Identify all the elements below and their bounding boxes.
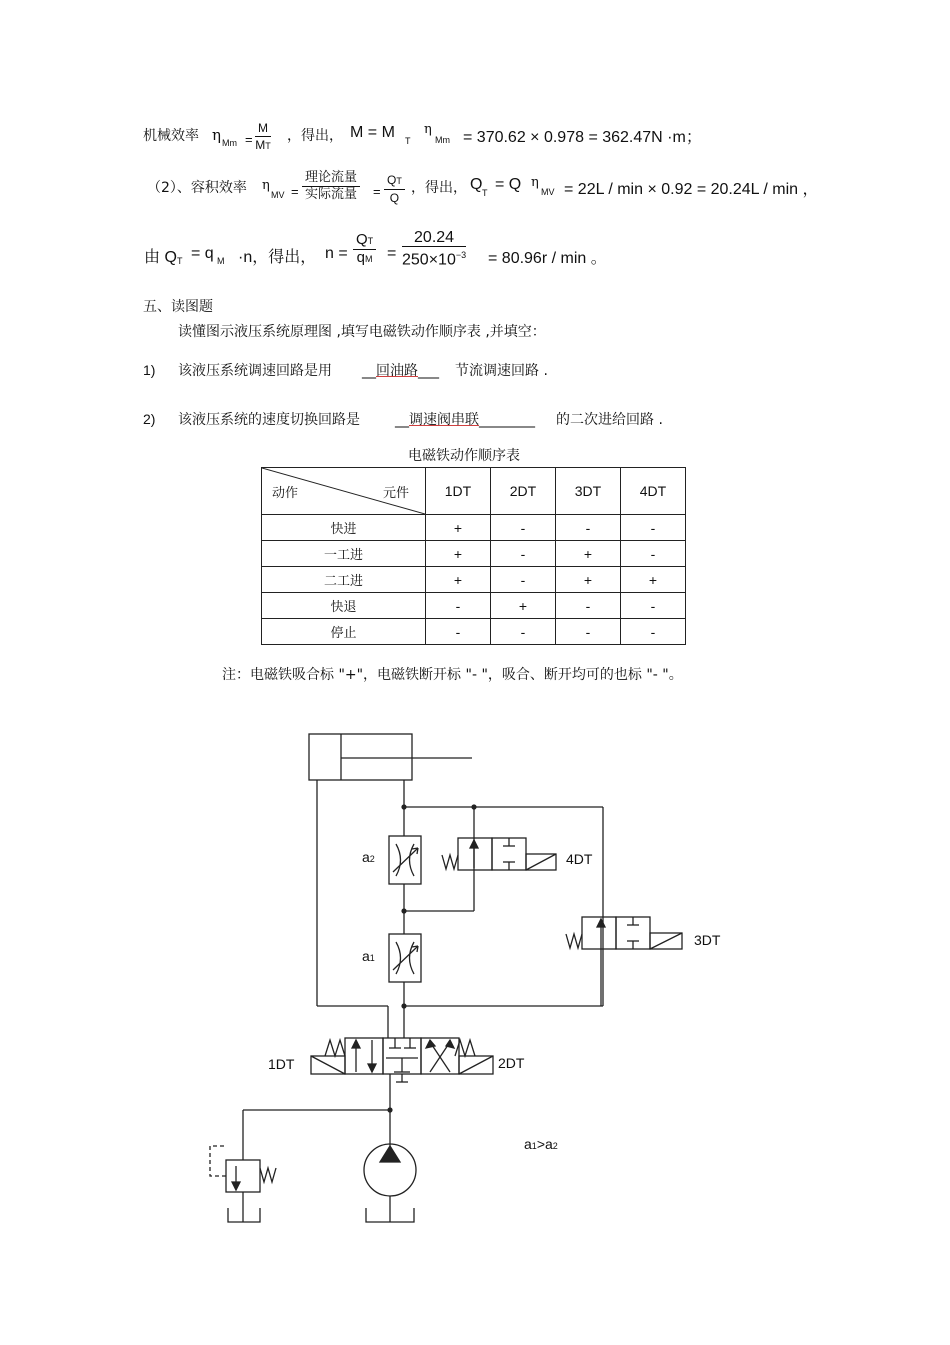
- eta-symbol: η: [212, 126, 221, 144]
- throttle-valve-a1: [389, 934, 421, 982]
- row-action: 二工进: [262, 567, 426, 593]
- speed-value: = 80.96r / min 。: [488, 250, 607, 267]
- eta-subscript: Mm: [222, 138, 237, 148]
- table-cell: -: [556, 515, 621, 541]
- label-3dt: 3DT: [694, 932, 721, 948]
- row-action: 快进: [262, 515, 426, 541]
- row-action: 快退: [262, 593, 426, 619]
- vol-efficiency-label: （2）、容积效率: [147, 180, 247, 196]
- table-cell: -: [426, 593, 491, 619]
- table-cell: +: [426, 515, 491, 541]
- derive-text: ，得出，: [287, 128, 343, 144]
- answer-2: 调速阀串联: [409, 412, 479, 428]
- table-cell: +: [556, 541, 621, 567]
- mech-efficiency-value: = 370.62 × 0.978 = 362.47N ·m；: [463, 129, 702, 146]
- table-cell: +: [621, 567, 686, 593]
- label-1dt: 1DT: [268, 1056, 295, 1072]
- label-4dt: 4DT: [566, 851, 593, 867]
- label-relation: a1>a2: [524, 1136, 558, 1152]
- table-cell: -: [491, 567, 556, 593]
- header-element-label: 元件: [382, 486, 409, 501]
- column-header: 2DT: [491, 468, 556, 515]
- speed-fraction-2: $\frac{20.24}{250\times 10^{-3}}$: [402, 229, 467, 269]
- solenoid-valve-3dt: [566, 917, 682, 949]
- table-cell: +: [491, 593, 556, 619]
- result-expression: M = M: [350, 124, 395, 141]
- directional-valve-3pos: [311, 1038, 493, 1082]
- q-ratio-fraction: $\frac{QT}{Q}$: [384, 172, 405, 206]
- column-header: 4DT: [621, 468, 686, 515]
- table-cell: -: [621, 515, 686, 541]
- instruction-text: 读懂图示液压系统原理图 ,填写电磁铁动作顺序表 ,并填空：: [178, 324, 546, 340]
- table-cell: -: [491, 541, 556, 567]
- fraction-denominator: MT: [255, 138, 271, 152]
- table-cell: -: [491, 619, 556, 645]
- table-cell: -: [621, 541, 686, 567]
- row-action: 停止: [262, 619, 426, 645]
- speed-fraction-1: $\frac{QT}{qM}$: [353, 232, 376, 267]
- table-cell: +: [426, 541, 491, 567]
- pipe-lines: [243, 780, 603, 1160]
- throttle-valve-a2: [389, 836, 421, 884]
- column-header: 3DT: [556, 468, 621, 515]
- mech-efficiency-label: 机械效率: [143, 128, 199, 144]
- table-note: 注：电磁铁吸合标 "+"，电磁铁断开标 "- "，吸合、断开均可的也标 "- "。: [222, 667, 683, 683]
- row-action: 一工进: [262, 541, 426, 567]
- table-title: 电磁铁动作顺序表: [408, 448, 520, 464]
- table-cell: -: [621, 619, 686, 645]
- solenoid-valve-4dt: [442, 838, 556, 870]
- table-cell: -: [556, 593, 621, 619]
- fraction-numerator: M: [255, 120, 271, 137]
- answer-1: 回油路: [376, 363, 418, 379]
- label-2dt: 2DT: [498, 1055, 525, 1071]
- vol-efficiency-value: = 22L / min × 0.92 = 20.24L / min ，: [564, 181, 819, 198]
- table-cell: -: [556, 619, 621, 645]
- section-title: 五、读图题: [143, 299, 213, 315]
- label-a1: a1: [362, 948, 375, 964]
- hydraulic-cylinder: [309, 734, 472, 780]
- table-cell: -: [426, 619, 491, 645]
- column-header: 1DT: [426, 468, 491, 515]
- header-action-label: 动作: [272, 486, 299, 501]
- table-cell: -: [491, 515, 556, 541]
- table-cell: -: [621, 593, 686, 619]
- table-cell: +: [426, 567, 491, 593]
- label-a2: a2: [362, 849, 375, 865]
- hydraulic-pump: [364, 1144, 416, 1222]
- table-cell: +: [556, 567, 621, 593]
- flow-ratio-fraction: 理论流量 实际流量: [302, 170, 360, 203]
